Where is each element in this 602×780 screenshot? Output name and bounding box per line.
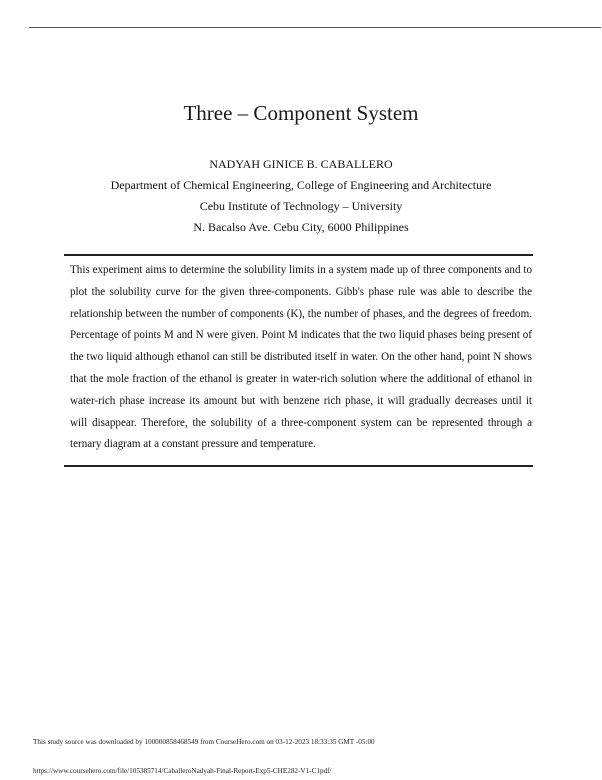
author-name: NADYAH GINICE B. CABALLERO (209, 157, 393, 171)
address: N. Bacalso Ave. Cebu City, 6000 Philippines (193, 220, 409, 234)
paper-title: Three – Component System (183, 101, 419, 125)
institution: Cebu Institute of Technology – University (199, 199, 403, 213)
abstract-text: This experiment aims to determine the solubility limits in a system made up of three components and to plot the solubility curve for the given three-components. Gibb's phase rule was able to describe the relationship between the number of components (K), the number of phases, and the degrees of freedom. Percentage of points M and N were given. Point M indicates that the two liquid phases being present of the two liquid although ethanol can still be distributed itself in water. On the other hand, point N shows that the mole fraction of the ethanol is greater in water-rich solution where the additional of ethanol in water-rich phase increase its amount but with benzene rich phase, it will gradually decreases until it will disappear. Therefore, the solubility of a three-component system can be represented through a ternary diagram at a constant pressure and temperature. (70, 264, 532, 451)
department: Department of Chemical Engineering, College of Engineering and Architecture (110, 178, 492, 192)
header-rule (29, 27, 601, 28)
abstract-bottom-rule (64, 465, 533, 467)
abstract-top-rule (64, 254, 533, 256)
source-url[interactable]: https://www.coursehero.com/file/105385714/CaballeroNadyah-Final-Report-Exp5-CHE282-V1-C1pdf/ (33, 767, 332, 775)
download-note: This study source was downloaded by 100000858468549 from CourseHero.com on 03-12-2023 18:33:35 GMT -05:00 (33, 738, 375, 746)
author-block (0, 154, 602, 238)
